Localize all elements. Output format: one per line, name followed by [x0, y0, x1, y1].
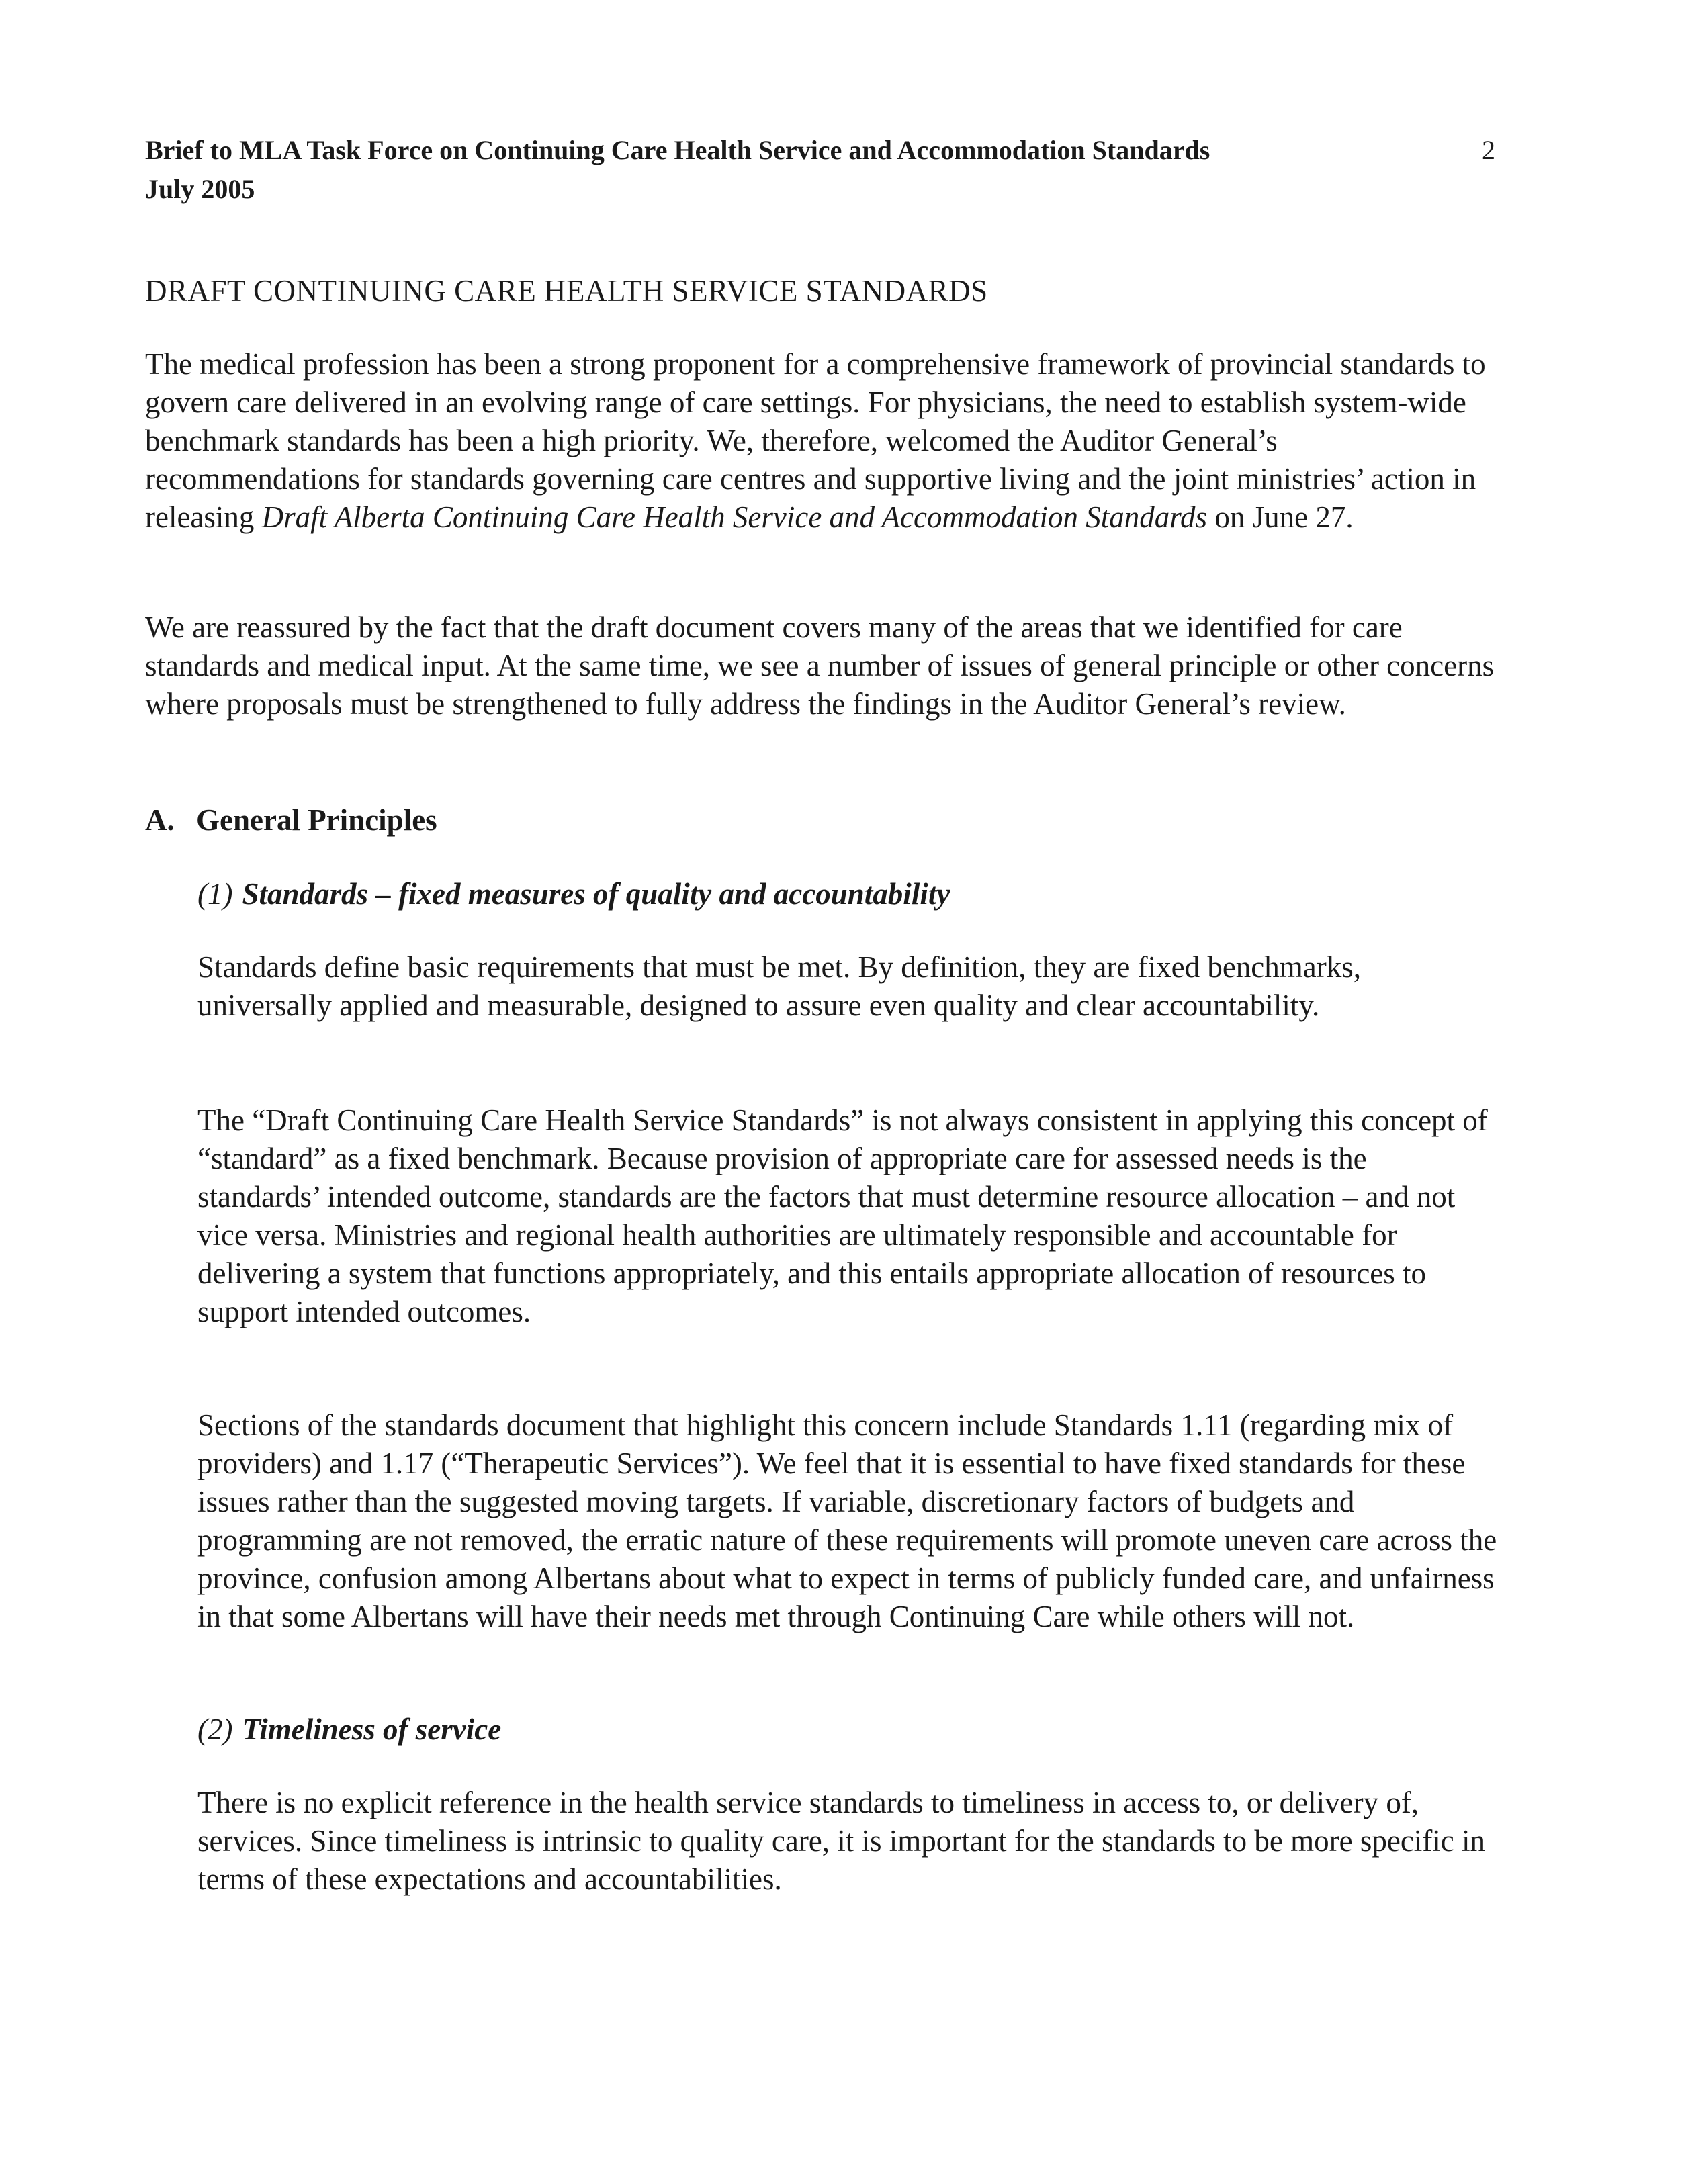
subsection-heading-general-principles: [145, 801, 437, 839]
timeliness-paragraph-1: There is no explicit reference in the health service standards to timeliness in access to, or delivery of, services. Since timeliness is intrinsic to quality care, it is important for the standards to be more specific in terms of these expectations and accountabilities.: [197, 1786, 1486, 1896]
subsection-letter: A.: [145, 803, 175, 837]
intro-paragraph-1-end: on June 27.: [1207, 500, 1354, 534]
subsection-title: General Principles: [196, 803, 437, 837]
subheading-standards: [197, 874, 950, 913]
standards-paragraph-2: The “Draft Continuing Care Health Service Standards” is not always consistent in applying this concept of “standard” as a fixed benchmark. Because provision of appropriate care for assessed needs is the standards’ intended outcome, standards are the factors that must determine resource allocation – and not vice versa. Ministries and regional health authorities are ultimately responsible and accountable for delivering a system that functions appropriately, and this entails appropriate allocation of resources to support intended outcomes.: [197, 1103, 1488, 1328]
intro-paragraph-1: [145, 345, 1495, 537]
subheading-timeliness: [197, 1710, 501, 1749]
page-number: 2: [1482, 135, 1495, 165]
intro-paragraph-2: We are reassured by the fact that the draft document covers many of the areas that we identified for care standards and medical input. At the same time, we see a number of issues of general principle or other concerns where proposals must be strengthened to fully address the findings in the Auditor General’s review.: [145, 610, 1495, 721]
running-header-title: Brief to MLA Task Force on Continuing Care Health Service and Accommodation Standards: [145, 135, 1210, 165]
standards-paragraph-3: Sections of the standards document that highlight this concern include Standards 1.11 (regarding mix of providers) and 1.17 (“Therapeutic Services”). We feel that it is essential to have fixed standards for these issues rather than the suggested moving targets. If variable, discretionary factors of budgets and programming are not removed, the erratic nature of these requirements will promote uneven care across the province, confusion among Albertans about what to expect in terms of publicly funded care, and unfairness in that some Albertans will have their needs met through Continuing Care while others will not.: [197, 1408, 1497, 1633]
subheading-title: Standards – fixed measures of quality and accountability: [242, 877, 950, 911]
standards-paragraph-1: Standards define basic requirements that must be met. By definition, they are fixed benchmarks, universally applied and measurable, designed to assure even quality and clear accountability.: [197, 950, 1361, 1022]
subheading-title: Timeliness of service: [242, 1713, 502, 1746]
document-title-reference: Draft Alberta Continuing Care Health Service and Accommodation Standards: [261, 500, 1208, 534]
running-header-date: July 2005: [145, 174, 255, 204]
section-heading: DRAFT CONTINUING CARE HEALTH SERVICE STANDARDS: [145, 274, 988, 308]
subheading-number: (2): [197, 1713, 233, 1746]
subheading-number: (1): [197, 877, 233, 911]
intro-paragraph-1-start: The medical profession has been a strong proponent for a comprehensive framework of provincial standards to govern care delivered in an evolving range of care settings. For physicians, the need to establish system-wide benchmark standards has been a high priority. We, therefore, welcomed the Auditor General’s recommendations for standards governing care centres and supportive living and the joint ministries’ action in releasing: [145, 347, 1486, 534]
